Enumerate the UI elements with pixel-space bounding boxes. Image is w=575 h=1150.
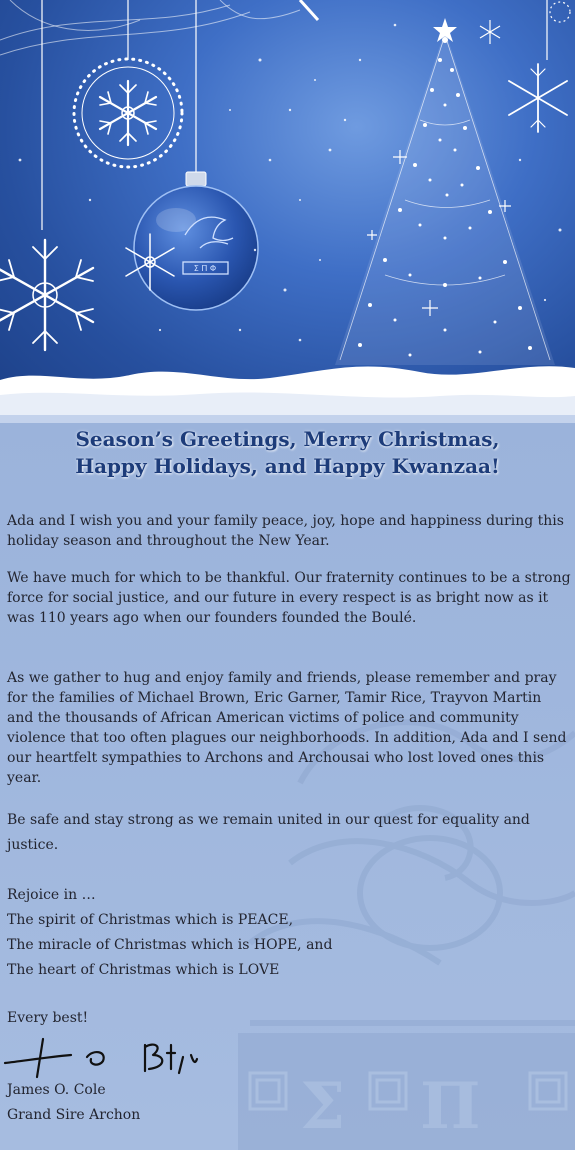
- rejoice-intro: Rejoice in …: [7, 887, 96, 903]
- rejoice-list: [7, 883, 572, 983]
- letter-body: [0, 423, 575, 1150]
- signature-block: [7, 1078, 140, 1128]
- closing-line: Every best!: [7, 1010, 89, 1026]
- greeting-heading: [0, 426, 575, 480]
- snowflake-icon: [0, 240, 93, 350]
- signer-name: James O. Cole: [7, 1082, 106, 1098]
- snowflake-icon: [550, 2, 570, 22]
- christmas-tree-icon: [335, 18, 555, 365]
- swirl-decoration: [0, 0, 300, 55]
- watermark-pi: Π: [420, 1069, 481, 1144]
- ornament-letters: Σ Π Φ: [193, 264, 217, 273]
- handwritten-signature: [3, 1031, 223, 1081]
- snowflake-icon: [480, 20, 500, 44]
- paragraph-wishes: Ada and I wish you and your family peace, joy, hope and happiness during this holiday season and throughout the New Year.: [7, 513, 564, 549]
- signer-title: Grand Sire Archon: [7, 1107, 141, 1123]
- snowflake-icon: [509, 64, 567, 132]
- greeting-line-2: Happy Holidays, and Happy Kwanzaa!: [75, 454, 500, 478]
- paragraph-thankful: We have much for which to be thankful. Our fraternity continues to be a strong force for social justice, and our future in every respect is as bright now as it was 110 years ago when our founders founded the Boulé.: [7, 570, 571, 626]
- banner-illustration: [0, 0, 575, 423]
- holiday-banner: [0, 0, 575, 423]
- comet-streak: [300, 0, 318, 20]
- paragraph-stay-safe: Be safe and stay strong as we remain united in our quest for equality and justice.: [7, 812, 530, 853]
- rejoice-love: The heart of Christmas which is LOVE: [7, 962, 280, 978]
- paragraph-remember: As we gather to hug and enjoy family and friends, please remember and pray for the families of Michael Brown, Eric Garner, Tamir Rice, Trayvon Martin and the thousands of African American victims of police and community violence that too often plagues our neighborhoods. In addition, Ada and I send our heartfelt sympathies to Archons and Archousai who lost loved ones this year.: [7, 670, 567, 786]
- watermark-sigma: Σ: [300, 1069, 346, 1144]
- greeting-line-1: Season’s Greetings, Merry Christmas,: [75, 427, 500, 451]
- rejoice-hope: The miracle of Christmas which is HOPE, and: [7, 937, 333, 953]
- ornament-icon: [126, 172, 258, 310]
- ring-ornament-icon: [74, 59, 182, 167]
- rejoice-peace: The spirit of Christmas which is PEACE,: [7, 912, 294, 928]
